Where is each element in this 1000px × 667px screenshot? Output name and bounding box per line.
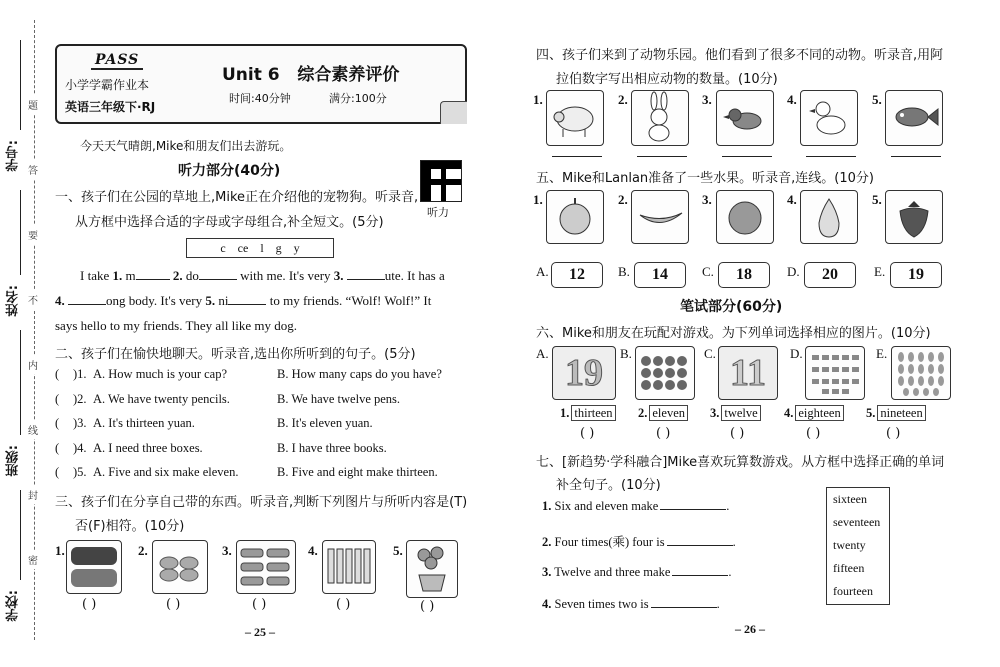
s1-title: 一、孩子们在公园的草地上,Mike正在介绍他的宠物狗。听录音, xyxy=(55,190,419,205)
answer-blank[interactable] xyxy=(667,545,733,546)
pencil-cases-picture xyxy=(236,540,296,594)
answer-paren[interactable]: ( ) xyxy=(166,597,181,612)
s2-list xyxy=(55,367,475,490)
option-b: B. I have three books. xyxy=(277,440,387,455)
answer-paren[interactable]: ( ) xyxy=(886,426,901,441)
option-b: B. How many caps do you have? xyxy=(277,367,442,381)
s4-num: 4. xyxy=(787,92,797,107)
s2-item[interactable]: ( )3. A. It's thirteen yuan. B. It's eleven yuan. xyxy=(55,416,373,430)
text: ute. It has a xyxy=(384,268,445,283)
seal-char: 答 xyxy=(28,160,38,179)
eighteen-items-picture xyxy=(805,346,865,400)
option-box-19[interactable]: 19 xyxy=(890,262,942,288)
s7-sentence-4: 4. Seven times two is . xyxy=(542,597,720,611)
word-number: 5. xyxy=(866,406,876,420)
picture-letter: B. xyxy=(620,346,632,361)
answer-paren[interactable]: ( ) xyxy=(252,597,267,612)
blank-1[interactable] xyxy=(136,279,170,280)
s6-word-5 xyxy=(866,406,926,421)
answer-blank[interactable] xyxy=(651,607,717,608)
nineteen-items-picture xyxy=(891,346,951,400)
s1-line-1 xyxy=(80,268,445,284)
answer-line[interactable] xyxy=(806,156,856,157)
word-options-box xyxy=(826,487,890,605)
grade-label: 英语三年级下·RJ xyxy=(65,100,156,114)
letter-options-box: c ce l g y xyxy=(186,238,334,258)
number-19-picture xyxy=(552,346,616,400)
s2-item[interactable]: ( )1. A. How much is your cap? B. How many caps do you have? xyxy=(55,367,442,381)
s3-num: 2. xyxy=(138,543,148,558)
word-option: fourteen xyxy=(833,584,873,598)
answer-line[interactable] xyxy=(722,156,772,157)
seal-char: 不 xyxy=(28,290,38,309)
full-score: 满分:100分 xyxy=(329,92,387,105)
option-letter: E. xyxy=(874,264,886,279)
blank-3[interactable] xyxy=(347,279,385,280)
s6-word-3 xyxy=(710,406,761,421)
fish-picture xyxy=(885,90,943,146)
word-number: 4. xyxy=(784,406,794,420)
option-box-12[interactable]: 12 xyxy=(551,262,603,288)
s6-word-4 xyxy=(784,406,844,421)
orange-picture xyxy=(716,190,774,244)
s2-item[interactable]: ( )5. A. Five and six make eleven. B. Five and eight make thirteen. xyxy=(55,465,438,479)
text: to my friends. “Wolf! Wolf!” It xyxy=(269,293,432,308)
apple-picture xyxy=(546,190,604,244)
picture-letter: A. xyxy=(536,346,549,361)
s7-sentence-3: 3. Twelve and three make . xyxy=(542,565,732,579)
blank-4[interactable] xyxy=(68,304,106,305)
s6-word-2 xyxy=(638,406,688,421)
time-limit: 时间:40分钟 xyxy=(229,92,291,105)
word-options-list xyxy=(827,488,889,603)
sentence-number: 3. xyxy=(542,565,552,579)
text: with me. It's very xyxy=(240,268,331,283)
school-line xyxy=(20,490,22,580)
blank-5[interactable] xyxy=(228,304,266,305)
option-b: B. Five and eight make thirteen. xyxy=(277,465,438,479)
option-letter: D. xyxy=(787,264,800,279)
s1-line-3: says hello to my friends. They all like my dog. xyxy=(55,318,298,333)
item-number: )5. xyxy=(73,465,87,479)
seal-char: 内 xyxy=(28,355,38,374)
seal-char: 线 xyxy=(28,420,38,439)
word-label: thirteen xyxy=(571,405,615,421)
intro-text: 今天天气晴朗,Mike和朋友们出去游玩。 xyxy=(80,139,292,153)
s7-sentence-2: 2. Four times(乘) four is . xyxy=(542,535,736,549)
text: ong body. It's very xyxy=(106,293,203,308)
pig-picture xyxy=(546,90,604,146)
class-line xyxy=(20,330,22,435)
word-option: sixteen xyxy=(833,492,867,506)
option-letter: A. xyxy=(536,264,549,279)
listening-section-title: 听力部分(40分) xyxy=(178,163,281,179)
s3-title: 三、孩子们在分享自己带的东西。听录音,判断下列图片与所听内容是(T) xyxy=(55,495,468,510)
option-letter: C. xyxy=(702,264,714,279)
picture-number: 11 xyxy=(730,352,766,394)
s6-word-1 xyxy=(560,406,616,421)
sentence-text: Seven times two is xyxy=(554,597,649,611)
name-label: 姓名: xyxy=(6,285,21,317)
qr-label: 听力 xyxy=(427,206,449,219)
word-number: 3. xyxy=(710,406,720,420)
banana-picture xyxy=(631,190,689,244)
unit-title: Unit 6 综合素养评价 xyxy=(222,65,400,85)
s5-num: 4. xyxy=(787,192,797,207)
word-option: twenty xyxy=(833,538,866,552)
crayons-picture xyxy=(66,540,122,594)
s3-num: 5. xyxy=(393,543,403,558)
s2-item[interactable]: ( )4. A. I need three boxes. B. I have three books. xyxy=(55,440,387,455)
option-a: A. How much is your cap? xyxy=(93,367,227,381)
option-b: B. It's eleven yuan. xyxy=(277,416,373,430)
option-box-18[interactable]: 18 xyxy=(718,262,770,288)
answer-paren[interactable]: ( ) xyxy=(82,597,97,612)
seal-char: 要 xyxy=(28,225,38,244)
pear-picture xyxy=(800,190,858,244)
s1-line-2 xyxy=(55,293,431,309)
s3-num: 3. xyxy=(222,543,232,558)
seal-char: 密 xyxy=(28,550,38,569)
picture-letter: E. xyxy=(876,346,888,361)
s4-title: 四、孩子们来到了动物乐园。他们看到了很多不同的动物。听录音,用阿 xyxy=(536,48,944,63)
answer-line[interactable] xyxy=(891,156,941,157)
answer-blank[interactable] xyxy=(660,509,726,510)
picture-number: 19 xyxy=(565,352,603,394)
s6-title: 六、Mike和朋友在玩配对游戏。为下列单词选择相应的图片。(10分) xyxy=(536,326,931,341)
sentence-text: Twelve and three make xyxy=(554,565,671,579)
answer-paren[interactable]: ( ) xyxy=(806,426,821,441)
writing-section-title: 笔试部分(60分) xyxy=(680,299,783,315)
picture-letter: D. xyxy=(790,346,803,361)
blank-2[interactable] xyxy=(199,279,237,280)
item-number: )4. xyxy=(73,440,87,455)
item-number: )1. xyxy=(73,367,87,381)
option-a: A. Five and six make eleven. xyxy=(93,465,239,479)
pass-logo: PASS xyxy=(91,52,143,70)
s4-num: 3. xyxy=(702,92,712,107)
s2-title: 二、孩子们在愉快地聊天。听录音,选出你所听到的句子。(5分) xyxy=(55,347,416,362)
word-number: 2. xyxy=(638,406,648,420)
word-label: eighteen xyxy=(795,405,843,421)
s3-num: 4. xyxy=(308,543,318,558)
blank-number: 2. xyxy=(172,268,183,283)
class-label: 班级: xyxy=(6,445,21,477)
s5-num: 5. xyxy=(872,192,882,207)
s5-title: 五、Mike和Lanlan准备了一些水果。听录音,连线。(10分) xyxy=(536,171,874,186)
s3-title-2: 否(F)相符。(10分) xyxy=(75,519,185,534)
blank-number: 5. xyxy=(205,293,216,308)
s1-title-2: 从方框中选择合适的字母或字母组合,补全短文。(5分) xyxy=(75,215,384,230)
school-label: 学校: xyxy=(6,590,21,622)
blank-number: 1. xyxy=(112,268,123,283)
number-11-picture xyxy=(718,346,778,400)
rabbit-picture xyxy=(631,90,689,146)
word-number: 1. xyxy=(560,406,570,420)
answer-paren[interactable]: ( ) xyxy=(580,426,595,441)
answer-line[interactable] xyxy=(552,156,602,157)
text: m xyxy=(125,268,136,283)
text: I take xyxy=(80,268,110,283)
answer-blank[interactable] xyxy=(672,575,728,576)
s7-sentence-1: 1. Six and eleven make . xyxy=(542,499,730,513)
answer-line[interactable] xyxy=(637,156,687,157)
s7-title: 七、[新趋势·学科融合]Mike喜欢玩算数游戏。从方框中选择正确的单词 xyxy=(536,455,945,470)
student-id-label: 学号: xyxy=(6,140,21,172)
bird-picture xyxy=(716,90,774,146)
option-letter: B. xyxy=(618,264,630,279)
sentence-number: 1. xyxy=(542,499,552,513)
option-box-14[interactable]: 14 xyxy=(634,262,686,288)
duck-picture xyxy=(800,90,858,146)
s4-num: 1. xyxy=(533,92,543,107)
blank-number: 4. xyxy=(55,293,65,308)
s4-num: 5. xyxy=(872,92,882,107)
s7-title-2: 补全句子。(10分) xyxy=(556,478,661,493)
answer-paren[interactable]: ( ) xyxy=(420,599,435,614)
item-number: )3. xyxy=(73,416,87,430)
text: do xyxy=(185,268,199,283)
word-option: seventeen xyxy=(833,515,881,529)
unit-header-card xyxy=(55,44,467,124)
seal-char: 封 xyxy=(28,485,38,504)
answer-paren[interactable]: ( ) xyxy=(730,426,745,441)
blank-number: 3. xyxy=(333,268,344,283)
picture-letter: C. xyxy=(704,346,716,361)
option-a: A. I need three boxes. xyxy=(93,440,203,455)
sentence-number: 2. xyxy=(542,535,552,549)
page-number-right: – 26 – xyxy=(735,622,765,636)
erasers-picture xyxy=(152,540,208,594)
page-number-left: – 25 – xyxy=(245,625,275,639)
word-label: eleven xyxy=(649,405,688,421)
twelve-items-picture xyxy=(635,346,695,400)
answer-paren[interactable]: ( ) xyxy=(336,597,351,612)
item-number: )2. xyxy=(73,391,87,406)
name-line xyxy=(20,190,22,275)
word-label: twelve xyxy=(721,405,760,421)
binding-margin xyxy=(0,0,48,667)
sentence-number: 4. xyxy=(542,597,552,611)
option-a: A. It's thirteen yuan. xyxy=(93,416,195,430)
page-fold-decoration xyxy=(440,101,467,124)
answer-paren[interactable]: ( ) xyxy=(656,426,671,441)
s5-num: 3. xyxy=(702,192,712,207)
s4-title-2: 拉伯数字写出相应动物的数量。(10分) xyxy=(556,72,778,87)
flower-pot-picture xyxy=(406,540,458,598)
series-name: 小学学霸作业本 xyxy=(65,78,150,92)
option-a: A. We have twenty pencils. xyxy=(93,391,230,406)
pencils-picture xyxy=(322,540,376,594)
s4-num: 2. xyxy=(618,92,628,107)
sentence-text: Six and eleven make xyxy=(554,499,659,513)
s3-num: 1. xyxy=(55,543,65,558)
qr-code-icon[interactable] xyxy=(420,160,462,202)
student-id-line xyxy=(20,40,22,130)
strawberry-picture xyxy=(885,190,943,244)
sentence-text: Four times(乘) four is xyxy=(554,535,665,549)
seal-char: 题 xyxy=(28,95,38,114)
word-option: fifteen xyxy=(833,561,865,575)
s5-num: 1. xyxy=(533,192,543,207)
s5-num: 2. xyxy=(618,192,628,207)
option-box-20[interactable]: 20 xyxy=(804,262,856,288)
option-b: B. We have twelve pens. xyxy=(277,391,401,406)
text: ni xyxy=(218,293,229,308)
word-label: nineteen xyxy=(877,405,925,421)
s2-item[interactable]: ( )2. A. We have twenty pencils. B. We have twelve pens. xyxy=(55,391,401,406)
